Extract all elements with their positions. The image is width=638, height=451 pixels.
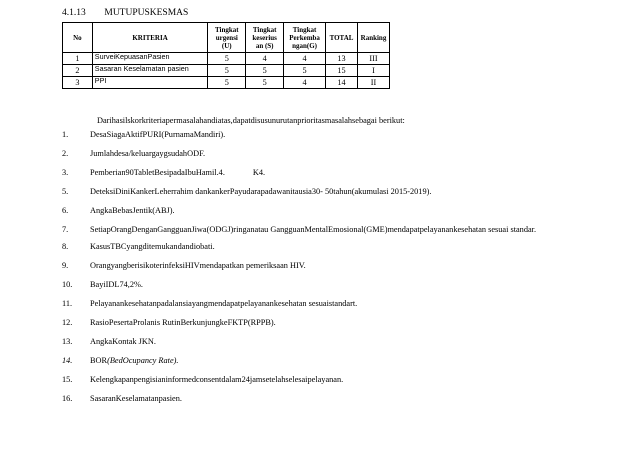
item-text: SetiapOrangDenganGangguanJiwa(ODGJ)ringanatau GangguanMentalEmosional(GME)mendapatpelayanankesehatan sesuai standar. [90,225,537,234]
list-item [62,242,562,252]
list-item [62,280,562,290]
cell-u: 5 [208,65,246,77]
header-no: No [63,23,93,53]
cell-kriteria: Sasaran Keselamatan pasien [92,65,208,77]
list-item [62,187,562,197]
item-number: 16. [62,394,73,403]
item-text: AngkaBebasJentik(ABJ). [90,206,175,215]
cell-s: 5 [246,65,284,77]
item-number: 10. [62,280,73,289]
header-total: TOTAL [326,23,358,53]
list-item [62,261,562,271]
header-keseriusan: Tingkat keserius an (S) [246,23,284,53]
cell-s: 4 [246,53,284,65]
cell-ranking: III [357,53,389,65]
item-number: 15. [62,375,73,384]
list-item [62,299,562,309]
section-number: 4.1.13 [62,8,86,18]
list-item [62,337,562,347]
cell-kriteria: SurveiKepuasanPasien [92,53,208,65]
item-text: Jumlahdesa/keluargaygsudahODF. [90,149,206,158]
header-perkembangan: Tingkat Perkemba ngan(G) [284,23,326,53]
criteria-table [62,22,390,89]
cell-kriteria: PPI [92,77,208,89]
item-italic-text: (BedOcupancy Rate). [107,356,179,365]
list-item [62,130,562,140]
cell-total: 15 [326,65,358,77]
list-item [62,356,562,366]
item-text: BayiIDL74,2%. [90,280,143,289]
item-text: Pelayanankesehatanpadalansiayangmendapatpelayanankesehatan sesuaistandart. [90,299,358,308]
table-row [63,53,390,65]
list-item [62,206,562,216]
cell-no: 3 [63,77,93,89]
item-number: 5. [62,187,69,196]
item-number: 7. [62,225,69,234]
cell-no: 2 [63,65,93,77]
list-item [62,318,562,328]
list-item [62,149,562,159]
item-number: 13. [62,337,73,346]
item-number: 3. [62,168,69,177]
item-number: 2. [62,149,69,158]
cell-u: 5 [208,77,246,89]
section-title: MUTUPUSKESMAS [104,8,189,18]
item-text: Kelengkapanpengisianinformedconsentdalam24jamsetelahselesaipelayanan. [90,375,344,384]
cell-ranking: II [357,77,389,89]
item-text: Pemberian90TabletBesipadaIbuHamil.4. [90,168,225,177]
item-text: RasioPesertaProlanis RutinBerkunjungkeFKTP(RPPB). [90,318,276,327]
cell-g: 4 [284,53,326,65]
cell-no: 1 [63,53,93,65]
item-text: BOR [90,356,108,365]
item-text: DeteksiDiniKankerLeherrahim dankankerPayudarapadawanitausia30- 50tahun(akumulasi 2015-2019). [90,187,432,196]
list-item [62,168,562,178]
item-text: KasusTBCyangditemukandandiobati. [90,242,215,251]
item-extra: K4. [252,168,266,177]
item-number: 1. [62,130,69,139]
header-kriteria: KRITERIA [92,23,208,53]
cell-g: 4 [284,77,326,89]
cell-g: 5 [284,65,326,77]
cell-total: 14 [326,77,358,89]
table-header-row [63,23,390,53]
list-item [62,394,562,404]
item-text: DesaSiagaAktifPURI(PurnamaMandiri). [90,130,226,139]
table-row [63,77,390,89]
cell-total: 13 [326,53,358,65]
item-number: 14. [62,356,73,365]
priority-list [62,130,562,413]
item-number: 12. [62,318,73,327]
item-text: OrangyangberisikoterinfeksiHIVmendapatkan pemeriksaan HIV. [90,261,306,270]
cell-ranking: I [357,65,389,77]
item-text: AngkaKontak JKN. [90,337,156,346]
section-heading [62,8,188,18]
header-ranking: Ranking [357,23,389,53]
item-number: 9. [62,261,69,270]
list-item [62,375,562,385]
item-text: SasaranKeselamatanpasien. [90,394,182,403]
header-urgensi: Tingkat urgensi (U) [208,23,246,53]
table-row [63,65,390,77]
item-number: 8. [62,242,69,251]
intro-paragraph: Darihasilskorkriteriapermasalahandiatas,dapatdisusunurutanprioritasmasalahsebagai berikut: [97,116,405,125]
cell-u: 5 [208,53,246,65]
cell-s: 5 [246,77,284,89]
item-number: 6. [62,206,69,215]
list-item [62,220,562,239]
item-number: 11. [62,299,73,308]
